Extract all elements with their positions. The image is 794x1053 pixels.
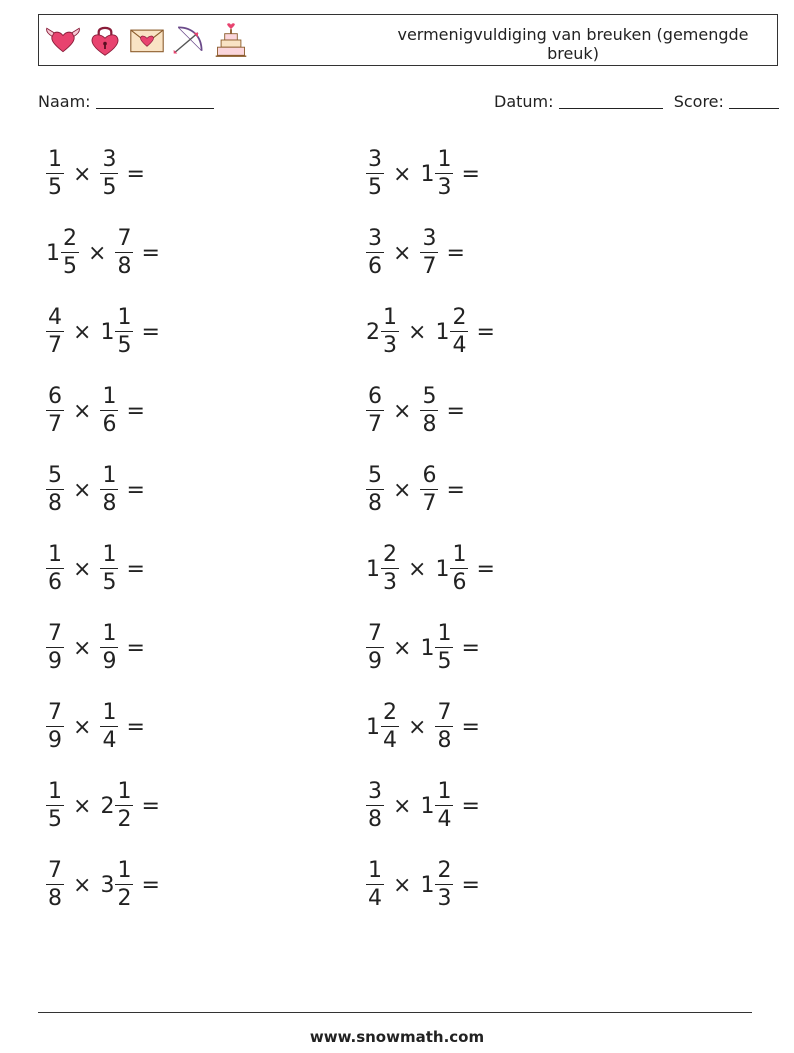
second-fraction (450, 307, 468, 357)
denominator: 6 (102, 412, 117, 437)
score-label: Score: (673, 92, 724, 111)
second-whole-number: 1 (420, 793, 435, 819)
denominator: 4 (452, 333, 467, 358)
worksheet-header (38, 14, 778, 66)
denominator: 5 (117, 333, 132, 358)
second-fraction (100, 386, 118, 436)
problem-item (366, 460, 465, 520)
header-icons (45, 21, 249, 61)
numerator: 1 (383, 305, 397, 330)
first-fraction (46, 702, 64, 752)
first-fraction (366, 860, 384, 910)
denominator: 8 (48, 886, 62, 911)
numerator: 5 (422, 384, 437, 409)
first-fraction (46, 307, 64, 357)
problem-item (46, 697, 145, 757)
problem-item (366, 618, 480, 678)
second-fraction (115, 228, 133, 278)
equals-sign: = (446, 477, 465, 503)
equals-sign: = (126, 714, 145, 740)
problem-item (46, 223, 160, 283)
numerator: 3 (102, 147, 117, 172)
numerator: 6 (368, 384, 382, 409)
numerator: 1 (437, 779, 452, 804)
second-whole-number: 1 (420, 872, 435, 898)
footer-url: www.snowmath.com (309, 1028, 485, 1046)
times-sign: × (408, 714, 427, 740)
numerator: 1 (102, 542, 117, 567)
first-fraction (366, 781, 384, 831)
equals-sign: = (461, 872, 480, 898)
problem-item (366, 144, 480, 204)
denominator: 8 (117, 254, 132, 279)
numerator: 7 (368, 621, 382, 646)
equals-sign: = (446, 240, 465, 266)
second-fraction (435, 781, 453, 831)
equals-sign: = (476, 319, 495, 345)
numerator: 7 (117, 226, 132, 251)
problem-item (46, 460, 145, 520)
equals-sign: = (126, 556, 145, 582)
denominator: 7 (422, 491, 437, 516)
numerator: 2 (383, 542, 397, 567)
problem-item (366, 855, 480, 915)
first-fraction (46, 544, 64, 594)
times-sign: × (73, 635, 92, 661)
problem-item (46, 381, 145, 441)
numerator: 7 (48, 858, 62, 883)
denominator: 2 (117, 886, 132, 911)
problem-item (46, 776, 160, 836)
numerator: 1 (102, 463, 117, 488)
second-fraction (435, 860, 453, 910)
times-sign: × (73, 714, 92, 740)
equals-sign: = (446, 398, 465, 424)
times-sign: × (88, 240, 107, 266)
times-sign: × (393, 477, 412, 503)
second-whole-number: 1 (435, 319, 450, 345)
denominator: 2 (117, 807, 132, 832)
denominator: 4 (102, 728, 117, 753)
name-field (38, 92, 214, 111)
second-fraction (115, 781, 133, 831)
equals-sign: = (141, 240, 160, 266)
first-whole-number: 2 (366, 319, 380, 345)
denominator: 8 (422, 412, 437, 437)
equals-sign: = (141, 319, 160, 345)
numerator: 1 (102, 621, 117, 646)
wedding-cake-icon (213, 21, 249, 59)
date-label: Datum: (494, 92, 554, 111)
second-fraction (420, 386, 438, 436)
denominator: 8 (102, 491, 117, 516)
times-sign: × (393, 793, 412, 819)
equals-sign: = (461, 161, 480, 187)
times-sign: × (73, 319, 92, 345)
numerator: 1 (452, 542, 467, 567)
numerator: 7 (48, 621, 62, 646)
denominator: 6 (368, 254, 382, 279)
denominator: 4 (368, 886, 382, 911)
numerator: 3 (368, 779, 382, 804)
times-sign: × (73, 398, 92, 424)
first-fraction (46, 149, 64, 199)
numerator: 1 (437, 621, 452, 646)
denominator: 8 (437, 728, 452, 753)
second-whole-number: 1 (420, 635, 435, 661)
problem-item (366, 776, 480, 836)
denominator: 3 (383, 333, 397, 358)
first-fraction (366, 465, 384, 515)
denominator: 3 (437, 175, 452, 200)
denominator: 7 (422, 254, 437, 279)
first-fraction (46, 623, 64, 673)
first-fraction (46, 860, 64, 910)
problem-item (46, 144, 145, 204)
score-blank[interactable] (729, 92, 779, 109)
numerator: 6 (48, 384, 62, 409)
first-fraction (366, 149, 384, 199)
equals-sign: = (461, 793, 480, 819)
denominator: 8 (48, 491, 62, 516)
first-fraction (366, 623, 384, 673)
numerator: 1 (102, 700, 117, 725)
times-sign: × (73, 793, 92, 819)
denominator: 5 (437, 649, 452, 674)
times-sign: × (408, 319, 427, 345)
denominator: 5 (48, 807, 62, 832)
second-fraction (420, 465, 438, 515)
equals-sign: = (476, 556, 495, 582)
denominator: 7 (48, 333, 62, 358)
first-fraction (61, 228, 79, 278)
times-sign: × (393, 872, 412, 898)
problem-item (46, 618, 145, 678)
second-fraction (100, 465, 118, 515)
numerator: 2 (437, 858, 452, 883)
numerator: 1 (117, 858, 132, 883)
numerator: 1 (117, 305, 132, 330)
second-whole-number: 2 (100, 793, 115, 819)
second-fraction (435, 149, 453, 199)
times-sign: × (393, 161, 412, 187)
second-fraction (100, 544, 118, 594)
problem-item (46, 302, 160, 362)
numerator: 3 (422, 226, 437, 251)
denominator: 7 (368, 412, 382, 437)
second-fraction (115, 307, 133, 357)
numerator: 2 (452, 305, 467, 330)
problem-item (366, 302, 495, 362)
denominator: 9 (102, 649, 117, 674)
first-whole-number: 1 (46, 240, 60, 266)
equals-sign: = (126, 161, 145, 187)
second-whole-number: 3 (100, 872, 115, 898)
numerator: 7 (48, 700, 62, 725)
numerator: 5 (48, 463, 62, 488)
denominator: 8 (368, 491, 382, 516)
second-fraction (435, 702, 453, 752)
first-fraction (381, 544, 399, 594)
denominator: 3 (383, 570, 397, 595)
first-fraction (46, 386, 64, 436)
denominator: 9 (48, 649, 62, 674)
name-blank[interactable] (96, 92, 214, 109)
second-fraction (100, 702, 118, 752)
equals-sign: = (141, 793, 160, 819)
footer-divider (38, 1012, 752, 1013)
second-fraction (100, 623, 118, 673)
first-fraction (381, 702, 399, 752)
first-fraction (366, 386, 384, 436)
denominator: 6 (452, 570, 467, 595)
times-sign: × (408, 556, 427, 582)
numerator: 4 (48, 305, 62, 330)
numerator: 7 (437, 700, 452, 725)
numerator: 3 (368, 147, 382, 172)
times-sign: × (73, 161, 92, 187)
numerator: 1 (48, 147, 62, 172)
times-sign: × (393, 635, 412, 661)
second-fraction (420, 228, 438, 278)
equals-sign: = (461, 714, 480, 740)
date-blank[interactable] (559, 92, 663, 109)
numerator: 1 (48, 779, 62, 804)
problem-item (366, 697, 480, 757)
numerator: 1 (368, 858, 382, 883)
heart-padlock-icon (87, 21, 123, 59)
denominator: 6 (48, 570, 62, 595)
numerator: 6 (422, 463, 437, 488)
numerator: 5 (368, 463, 382, 488)
problem-item (46, 539, 145, 599)
second-fraction (450, 544, 468, 594)
equals-sign: = (126, 477, 145, 503)
problem-item (46, 855, 160, 915)
numerator: 1 (117, 779, 132, 804)
problem-item (366, 539, 495, 599)
first-fraction (46, 465, 64, 515)
second-fraction (100, 149, 118, 199)
denominator: 4 (383, 728, 397, 753)
second-whole-number: 1 (435, 556, 450, 582)
denominator: 5 (63, 254, 77, 279)
equals-sign: = (461, 635, 480, 661)
denominator: 7 (48, 412, 62, 437)
second-whole-number: 1 (100, 319, 115, 345)
numerator: 1 (48, 542, 62, 567)
denominator: 5 (48, 175, 62, 200)
problem-item (366, 381, 465, 441)
times-sign: × (73, 556, 92, 582)
first-whole-number: 1 (366, 556, 380, 582)
first-whole-number: 1 (366, 714, 380, 740)
equals-sign: = (126, 635, 145, 661)
first-fraction (46, 781, 64, 831)
times-sign: × (73, 872, 92, 898)
times-sign: × (73, 477, 92, 503)
times-sign: × (393, 398, 412, 424)
worksheet-title: vermenigvuldiging van breuken (gemengde breuk) (397, 25, 749, 63)
winged-heart-icon (45, 21, 81, 59)
numerator: 1 (437, 147, 452, 172)
first-fraction (366, 228, 384, 278)
second-whole-number: 1 (420, 161, 435, 187)
name-label: Naam: (38, 92, 91, 111)
denominator: 3 (437, 886, 452, 911)
denominator: 9 (368, 649, 382, 674)
denominator: 9 (48, 728, 62, 753)
numerator: 2 (63, 226, 77, 251)
date-score-fields (494, 92, 779, 111)
denominator: 5 (102, 175, 117, 200)
denominator: 4 (437, 807, 452, 832)
problem-item (366, 223, 465, 283)
second-fraction (115, 860, 133, 910)
denominator: 5 (368, 175, 382, 200)
cupid-bow-arrow-icon (171, 21, 207, 59)
numerator: 1 (102, 384, 117, 409)
times-sign: × (393, 240, 412, 266)
denominator: 5 (102, 570, 117, 595)
denominator: 8 (368, 807, 382, 832)
equals-sign: = (141, 872, 160, 898)
second-fraction (435, 623, 453, 673)
love-letter-icon (129, 21, 165, 59)
first-fraction (381, 307, 399, 357)
numerator: 2 (383, 700, 397, 725)
numerator: 3 (368, 226, 382, 251)
equals-sign: = (126, 398, 145, 424)
